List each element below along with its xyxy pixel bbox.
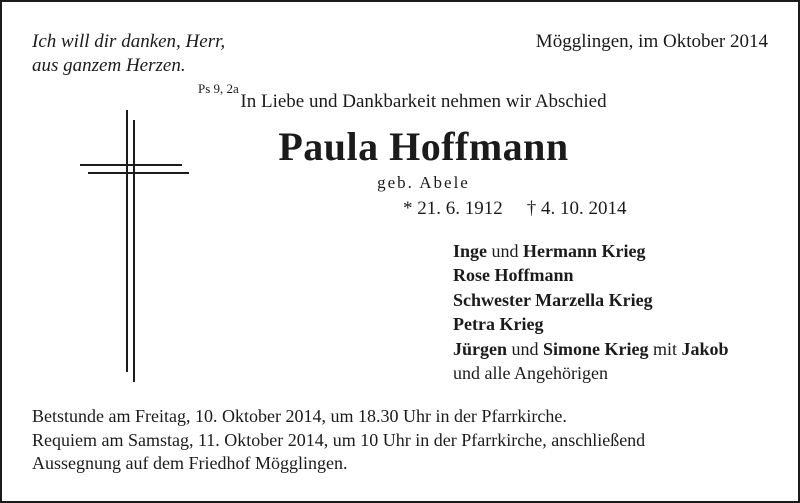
mourner-name: Petra Krieg [453,314,544,335]
maiden-name: geb. Abele [377,173,470,192]
mourner-line [453,312,729,336]
verse-reference: Ps 9, 2a [198,81,239,96]
mourner-line [453,263,729,287]
birth-date: * 21. 6. 1912 [403,198,503,219]
deceased-name: Paula Hoffmann [278,124,569,169]
notice-line: Betstunde am Freitag, 10. Oktober 2014, um 18.30 Uhr in der Pfarrkirche. [32,406,567,426]
life-dates [403,197,627,221]
notice-line: Aussegnung auf dem Friedhof Mögglingen. [32,453,348,473]
connector-text: mit [648,338,682,359]
place-date: Mögglingen, im Oktober 2014 [535,31,768,52]
farewell-intro: In Liebe und Dankbarkeit nehmen wir Abschied [240,91,607,112]
connector-text: und [487,241,524,261]
bible-verse [32,30,225,78]
mourner-name: Inge [453,241,488,261]
mourner-line [453,239,729,263]
mourner-line [453,361,729,385]
mourner-line [453,288,729,312]
verse-line-1: Ich will dir danken, Herr, [32,31,226,52]
verse-line-2: aus ganzem Herzen. [32,55,186,76]
cross-icon [78,110,190,382]
connector-text: und [507,338,543,359]
mourner-name: Simone Krieg [543,338,649,359]
mourner-line [453,337,729,361]
mourner-name: Jürgen [453,338,507,359]
death-date: † 4. 10. 2014 [526,198,627,219]
mourner-name: Schwester Marzella Krieg [453,289,653,310]
mourner-name: Hermann Krieg [523,241,646,261]
mourner-name: Rose Hoffmann [453,265,574,286]
notice-line: Requiem am Samstag, 11. Oktober 2014, um 10 Uhr in der Pfarrkirche, anschließend [32,429,646,450]
connector-text: und alle Angehörigen [453,363,608,384]
mourners-list [453,239,729,385]
service-notice [32,405,645,476]
mourner-name: Jakob [681,338,729,359]
